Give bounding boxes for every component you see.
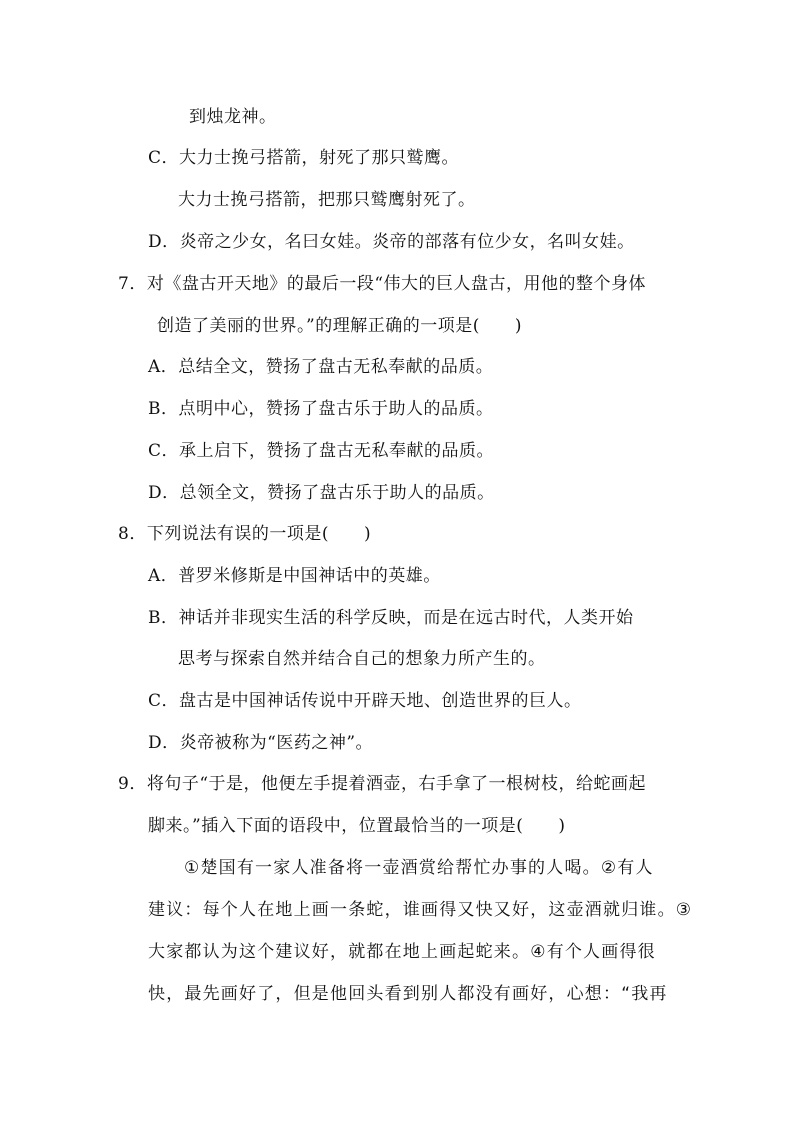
q6-option-b-line2: 到烛龙神。 — [189, 107, 277, 127]
q6-option-c-line1: C．大力士挽弓搭箭，射死了那只鹫鹰。 — [148, 148, 460, 168]
q6-option-d: D．炎帝之少女，名曰女娃。炎帝的部落有位少女，名叫女娃。 — [148, 232, 635, 252]
q8-option-c: C．盘古是中国神话传说中开辟天地、创造世界的巨人。 — [148, 691, 582, 711]
q8-option-a: A．普罗米修斯是中国神话中的英雄。 — [148, 566, 441, 586]
q7-option-c: C．承上启下，赞扬了盘古无私奉献的品质。 — [148, 441, 495, 461]
q8-option-b-line1: B．神话并非现实生活的科学反映，而是在远古时代，人类开始 — [148, 608, 634, 628]
q9-passage-line3: 大家都认为这个建议好，就都在地上画起蛇来。④有个人画得很 — [148, 942, 656, 962]
q8-stem: 8．下列说法有误的一项是( ) — [118, 524, 372, 544]
q9-stem-line1: 9．将句子“于是，他便左手提着酒壶，右手拿了一根树枝，给蛇画起 — [118, 774, 647, 794]
q8-option-d: D．炎帝被称为“医药之神”。 — [148, 733, 374, 753]
q9-stem-line2: 脚来。”插入下面的语段中，位置最恰当的一项是( ) — [148, 816, 566, 836]
q7-stem-line1: 7．对《盘古开天地》的最后一段“伟大的巨人盘古，用他的整个身体 — [118, 274, 647, 294]
q7-option-b: B．点明中心，赞扬了盘古乐于助人的品质。 — [148, 399, 494, 419]
q9-passage-line1: ①楚国有一家人准备将一壶酒赏给帮忙办事的人喝。②有人 — [184, 858, 654, 878]
q7-option-d: D．总领全文，赞扬了盘古乐于助人的品质。 — [148, 483, 495, 503]
q6-option-c-line2: 大力士挽弓搭箭，把那只鹫鹰射死了。 — [178, 190, 476, 210]
q7-stem-line2: 创造了美丽的世界。”的理解正确的一项是( ) — [157, 316, 522, 336]
q9-passage-line2: 建议：每个人在地上画一条蛇，谁画得又快又好，这壶酒就归谁。③ — [148, 900, 693, 920]
q8-option-b-line2: 思考与探索自然并结合自己的想象力所产生的。 — [178, 649, 546, 669]
q9-passage-line4: 快，最先画好了，但是他回头看到别人都没有画好，心想：“我再 — [148, 984, 668, 1004]
q7-option-a: A．总结全文，赞扬了盘古无私奉献的品质。 — [148, 357, 494, 377]
